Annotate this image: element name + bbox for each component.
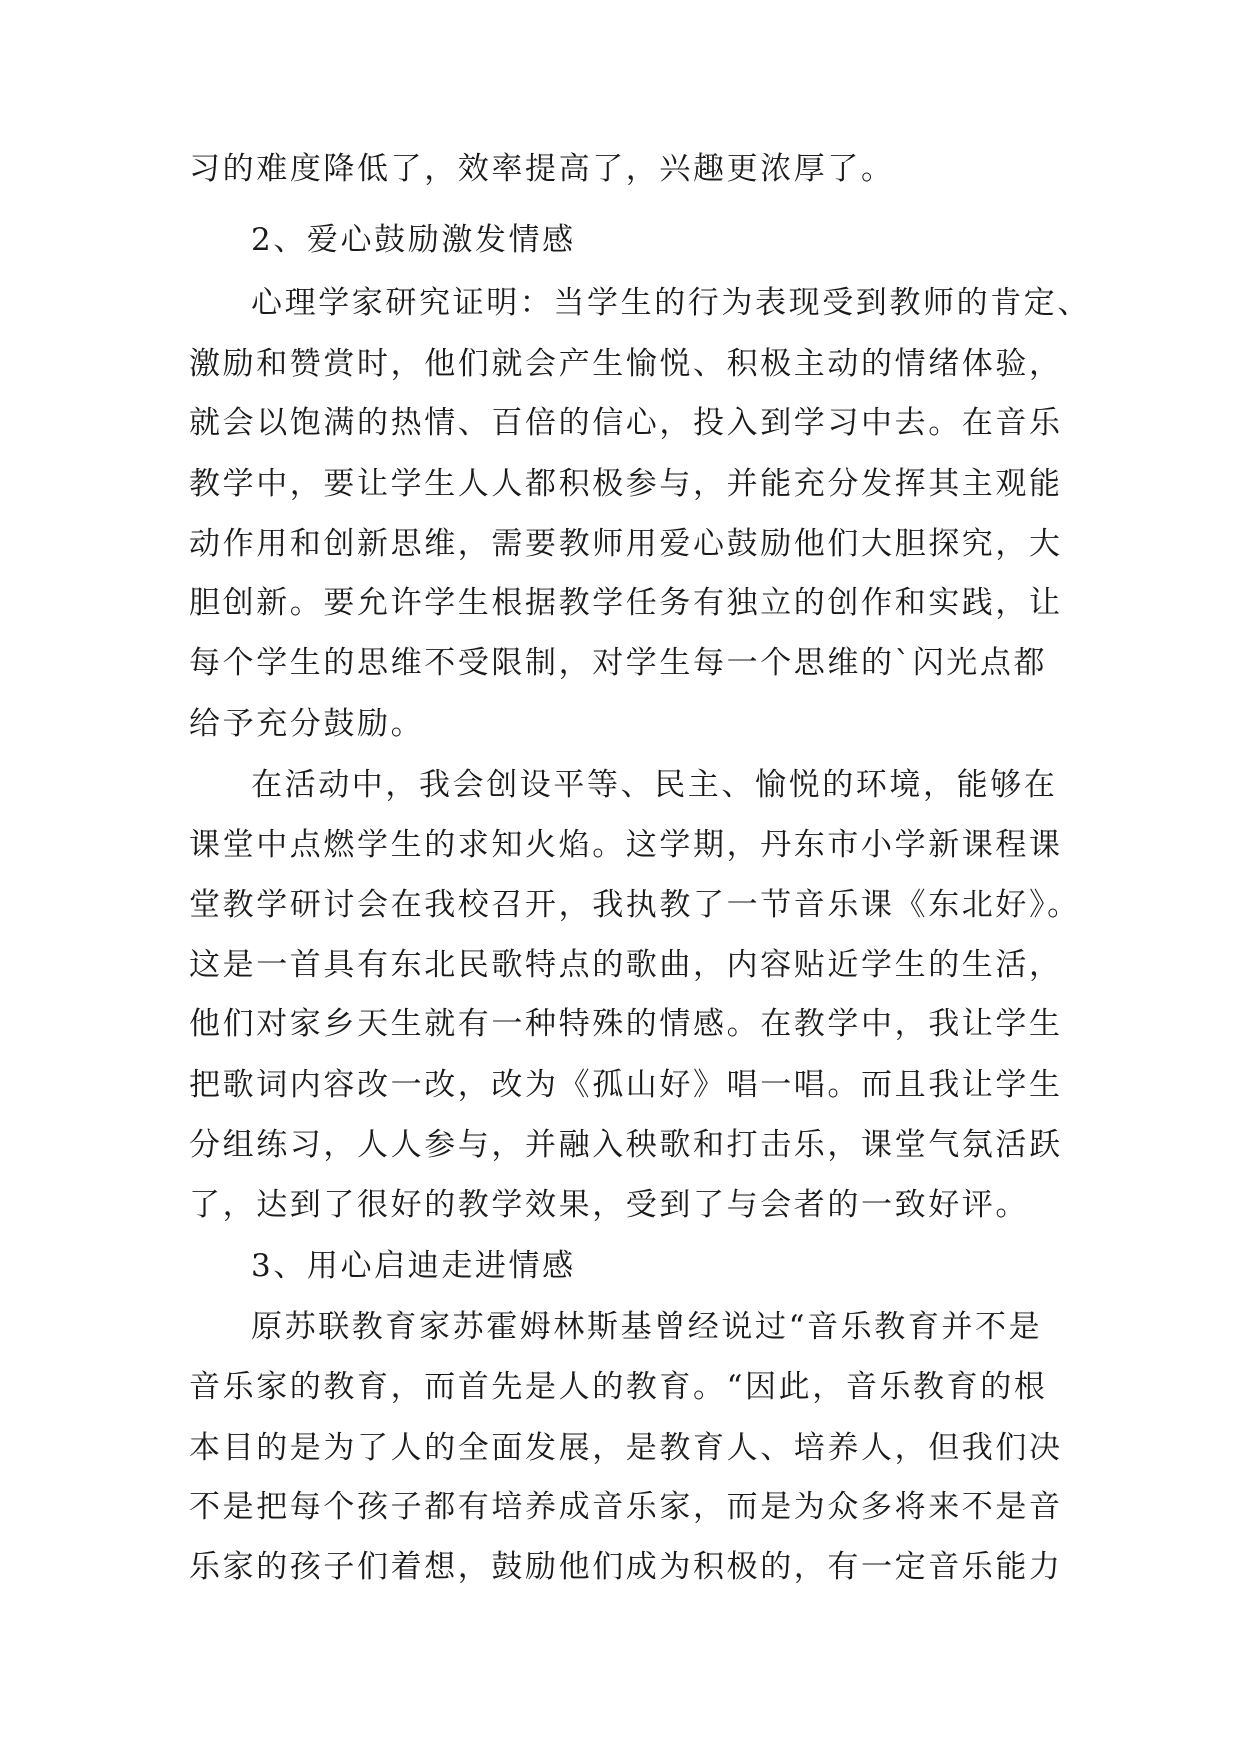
text-line-5: 就会以饱满的热情、百倍的信心，投入到学习中去。在音乐 [189, 405, 1063, 441]
text-line-11: 在活动中，我会创设平等、民主、愉悦的环境，能够在 [251, 767, 1058, 803]
text-line-13: 堂教学研讨会在我校召开，我执教了一节音乐课《东北好》。 [189, 887, 1081, 923]
text-line-16: 把歌词内容改一改，改为《孤山好》唱一唱。而且我让学生 [189, 1067, 1063, 1103]
text-line-21: 音乐家的教育，而首先是人的教育。“因此，音乐教育的根 [189, 1369, 1048, 1405]
text-line-4: 激励和赞赏时，他们就会产生愉悦、积极主动的情绪体验， [189, 346, 1063, 382]
text-line-1: 习的难度降低了，效率提高了，兴趣更浓厚了。 [189, 151, 895, 187]
text-line-3: 心理学家研究证明：当学生的行为表现受到教师的肯定、 [251, 285, 1091, 321]
text-line-8: 胆创新。要允许学生根据教学任务有独立的创作和实践，让 [189, 585, 1063, 621]
text-line-10: 给予充分鼓励。 [189, 706, 425, 742]
text-line-22: 本目的是为了人的全面发展，是教育人、培养人，但我们决 [189, 1430, 1063, 1466]
text-line-18: 了，达到了很好的教学效果，受到了与会者的一致好评。 [189, 1187, 1029, 1223]
text-line-17: 分组练习，人人参与，并融入秧歌和打击乐，课堂气氛活跃 [189, 1127, 1063, 1163]
text-line-20: 原苏联教育家苏霍姆林斯基曾经说过“音乐教育并不是 [251, 1309, 1043, 1345]
text-line-14: 这是一首具有东北民歌特点的歌曲，内容贴近学生的生活， [189, 947, 1063, 983]
text-line-7: 动作用和创新思维，需要教师用爱心鼓励他们大胆探究，大 [189, 526, 1063, 562]
text-line-6: 教学中，要让学生人人都积极参与，并能充分发挥其主观能 [189, 466, 1063, 502]
text-line-15: 他们对家乡天生就有一种特殊的情感。在教学中，我让学生 [189, 1006, 1063, 1042]
text-line-23: 不是把每个孩子都有培养成音乐家，而是为众多将来不是音 [189, 1489, 1063, 1525]
section-heading-2: 2、爱心鼓励激发情感 [251, 222, 576, 258]
text-line-9: 每个学生的思维不受限制，对学生每一个思维的`闪光点都 [189, 645, 1048, 681]
text-line-12: 课堂中点燃学生的求知火焰。这学期，丹东市小学新课程课 [189, 827, 1063, 863]
text-line-24: 乐家的孩子们着想，鼓励他们成为积极的，有一定音乐能力 [189, 1549, 1063, 1585]
section-heading-3: 3、用心启迪走进情感 [251, 1248, 576, 1284]
